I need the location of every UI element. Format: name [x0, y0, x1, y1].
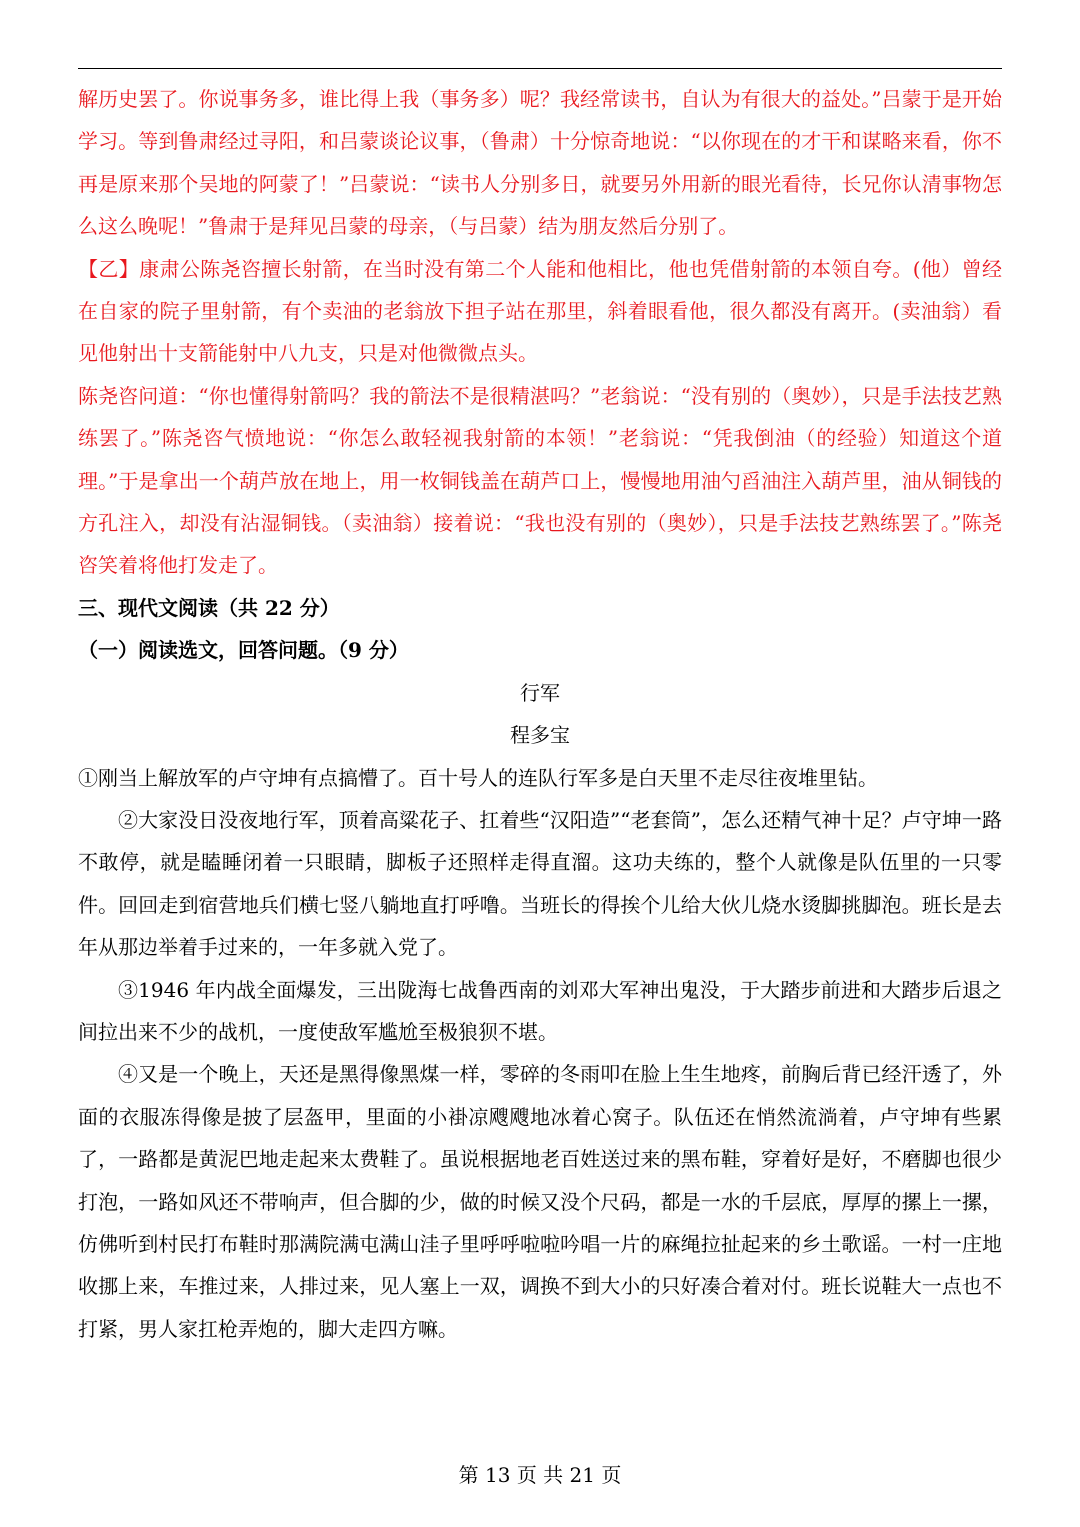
section-heading: 三、现代文阅读（共 22 分） [78, 595, 340, 620]
article-title: 行军 [520, 680, 560, 705]
sub-section-heading: （一）阅读选文，回答问题。（9 分） [78, 638, 409, 663]
translation-jia-continued: 解历史罢了。你说事务多，谁比得上我（事务多）呢？我经常读书，自认为有很大的益处。”吕蒙于是开始学习。等到鲁肃经过寻阳，和吕蒙谈论议事，（鲁肃）十分惊奇地说：“以你现在的才干和谋略来看，你不再是原来那个吴地的阿蒙了！”吕蒙说：“读书人分别多日，就要另外用新的眼光看待，长兄你认清事物怎么这么晚呢！”鲁肃于是拜见吕蒙的母亲，（与吕蒙）结为朋友然后分别了。 [78, 87, 1002, 239]
page-number: 第 13 页 共 21 页 [458, 1463, 622, 1487]
header-rule [78, 68, 1002, 69]
translation-yi-paragraph-1 [78, 248, 1002, 375]
translation-yi-paragraph-2: 陈尧咨问道：“你也懂得射箭吗？我的箭法不是很精湛吗？”老翁说：“没有别的（奥妙），只是手法技艺熟练罢了。”陈尧咨气愤地说：“你怎么敢轻视我射箭的本领！”老翁说：“凭我倒油（的经验）知道这个道理。”于是拿出一个葫芦放在地上，用一枚铜钱盖在葫芦口上，慢慢地用油勺舀油注入葫芦里，油从铜钱的方孔注入，却没有沾湿铜钱。（卖油翁）接着说：“我也没有别的（奥妙），只是手法技艺熟练罢了。”陈尧咨笑着将他打发走了。 [78, 383, 1002, 578]
article-paragraph-1: ①刚当上解放军的卢守坤有点搞懵了。百十号人的连队行军多是白天里不走尽往夜堆里钻。 [78, 765, 878, 790]
article-paragraph-2: ②大家没日没夜地行军，顶着高粱花子、扛着些“汉阳造”“老套筒”，怎么还精气神十足？卢守坤一路不敢停，就是瞌睡闭着一只眼睛，脚板子还照样走得直溜。这功夫练的，整个人就像是队伍里的一只零件。回回走到宿营地兵们横七竖八躺地直打呼噜。当班长的得挨个儿给大伙儿烧水烫脚挑脚泡。班长是去年从那边举着手过来的，一年多就入党了。 [78, 807, 1002, 960]
yi-text-1: 康肃公陈尧咨擅长射箭，在当时没有第二个人能和他相比，他也凭借射箭的本领自夸。(他）曾经在自家的院子里射箭，有个卖油的老翁放下担子站在那里，斜着眼看他，很久都没有离开。(卖油翁）看见他射出十支箭能射中八九支，只是对他微微点头。 [78, 256, 1003, 366]
yi-label: 【乙】 [78, 256, 140, 281]
article-paragraph-3: ③1946 年内战全面爆发，三出陇海七战鲁西南的刘邓大军神出鬼没，于大踏步前进和大踏步后退之间拉出来不少的战机，一度使敌军尴尬至极狼狈不堪。 [78, 977, 1002, 1044]
article-author: 程多宝 [510, 723, 570, 748]
page-content [78, 78, 1002, 1350]
article-paragraph-4: ④又是一个晚上，天还是黑得像黑煤一样，零碎的冬雨叩在脸上生生地疼，前胸后背已经汗透了，外面的衣服冻得像是披了层盔甲，里面的小褂凉飕飕地冰着心窝子。队伍还在悄然流淌着，卢守坤有些累了，一路都是黄泥巴地走起来太费鞋了。虽说根据地老百姓送过来的黑布鞋，穿着好是好，不磨脚也很少打泡，一路如风还不带响声，但合脚的少，做的时候又没个尺码，都是一水的千层底，厚厚的摞上一摞，仿佛听到村民打布鞋时那满院满屯满山洼子里呼呼啦啦吟唱一片的麻绳拉扯起来的乡土歌谣。一村一庄地收挪上来，车推过来，人排过来，见人塞上一双，调换不到大小的只好凑合着对付。班长说鞋大一点也不打紧，男人家扛枪弄炮的，脚大走四方嘛。 [78, 1062, 1002, 1341]
